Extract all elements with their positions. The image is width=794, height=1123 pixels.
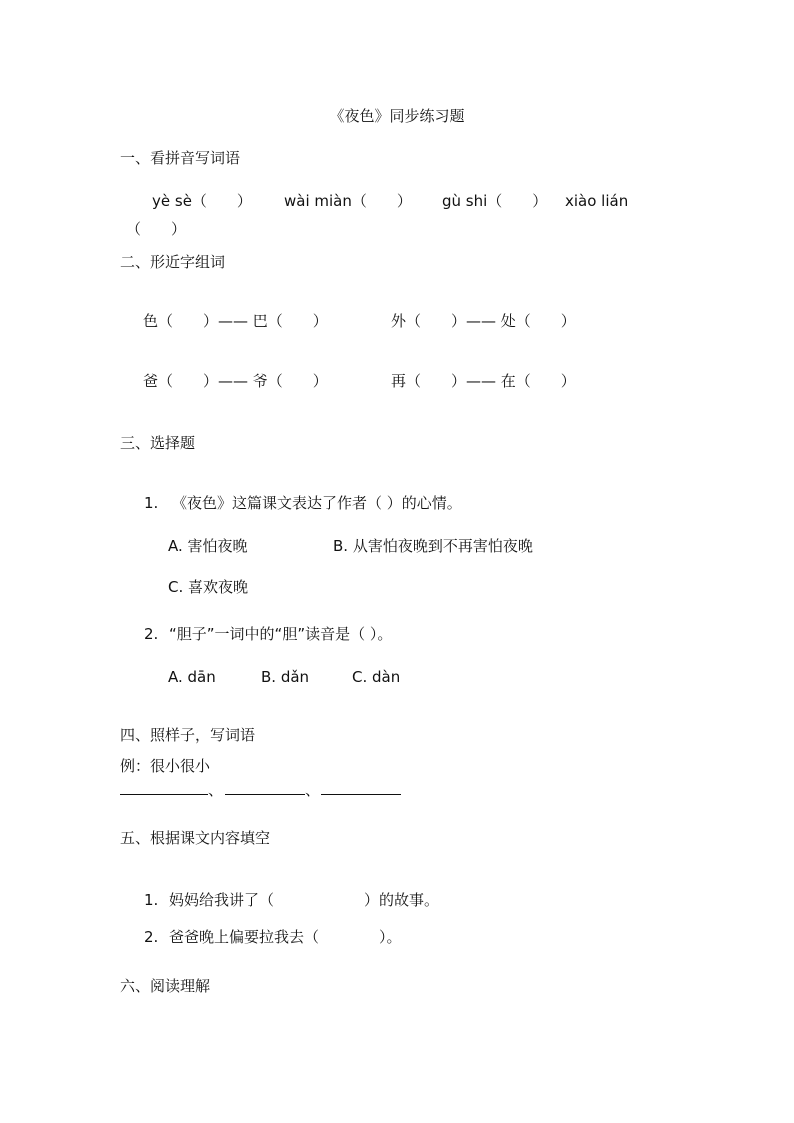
pinyin-item-3: gù shi（ ）: [442, 192, 548, 210]
answer-line-3: [321, 794, 401, 795]
pinyin-item-4: xiào lián: [565, 192, 629, 210]
choice-q1-number: 1.: [144, 494, 159, 512]
choice-q2-number: 2.: [144, 625, 159, 643]
section-3-heading: 三、选择题: [120, 434, 196, 452]
fill-q1-text: 妈妈给我讲了（ ）的故事。: [169, 891, 440, 909]
separator-1: 、: [208, 781, 224, 799]
answer-line-1: [120, 794, 208, 795]
fill-q1-number: 1.: [144, 891, 159, 909]
pinyin-item-4-blank: （ ）: [126, 220, 187, 238]
section-2-heading: 二、形近字组词: [120, 253, 226, 271]
choice-q1-option-c: C. 喜欢夜晚: [168, 578, 249, 596]
page-title: 《夜色》同步练习题: [329, 107, 465, 125]
similar-char-pair-2: 外（ ）—— 处（ ）: [391, 312, 576, 330]
example-word: 例：很小很小: [120, 757, 211, 775]
similar-char-pair-1: 色（ ）—— 巴（ ）: [143, 312, 328, 330]
answer-line-2: [225, 794, 305, 795]
similar-char-pair-3: 爸（ ）—— 爷（ ）: [143, 372, 328, 390]
choice-q2-text: “胆子”一词中的“胆”读音是（ ）。: [169, 625, 393, 643]
fill-q2-number: 2.: [144, 928, 159, 946]
choice-q2-option-c: C. dàn: [352, 668, 401, 686]
choice-q2-option-a: A. dān: [168, 668, 216, 686]
section-4-heading: 四、照样子，写词语: [120, 726, 256, 744]
section-1-heading: 一、看拼音写词语: [120, 149, 241, 167]
pinyin-item-1: yè sè（ ）: [152, 192, 252, 210]
choice-q1-option-b: B. 从害怕夜晚到不再害怕夜晚: [333, 537, 533, 555]
section-5-heading: 五、根据课文内容填空: [120, 829, 271, 847]
fill-q2-text: 爸爸晚上偏要拉我去（ ）。: [169, 928, 402, 946]
pinyin-item-2: wài miàn（ ）: [284, 192, 412, 210]
similar-char-pair-4: 再（ ）—— 在（ ）: [391, 372, 576, 390]
choice-q1-text: 《夜色》这篇课文表达了作者（ ）的心情。: [172, 494, 462, 512]
separator-2: 、: [305, 781, 321, 799]
choice-q1-option-a: A. 害怕夜晚: [168, 537, 248, 555]
choice-q2-option-b: B. dǎn: [261, 668, 310, 686]
section-6-heading: 六、阅读理解: [120, 977, 211, 995]
